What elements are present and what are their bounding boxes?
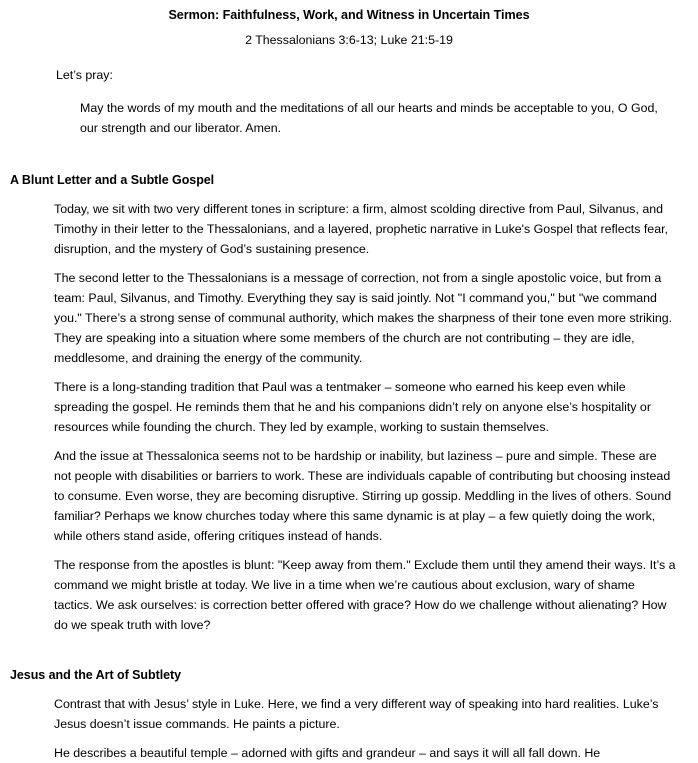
paragraph: There is a long-standing tradition that Paul was a tentmaker – someone who earned his keep even while spreading the gospel. He reminds them that he and his companions didn’t rely on anyone else’s hospitality or resources while founding the church. They led by example, working to sustain themselves. <box>54 380 651 434</box>
section-heading-a-blunt-letter-and-a-subtle-gospel: A Blunt Letter and a Subtle Gospel <box>10 173 215 187</box>
paragraph: Today, we sit with two very different tones in scripture: a firm, almost scolding directive from Paul, Silvanus, and Timothy in their letter to the Thessalonians, and a layered, prophetic narrative in Luke's Gospel that reflects fear, disruption, and the mystery of God’s sustaining presence. <box>54 202 668 256</box>
prayer-call-label: Let’s pray: <box>56 68 113 82</box>
paragraph: Contrast that with Jesus’ style in Luke. Here, we find a very different way of speaking into hard realities. Luke’s Jesus doesn’t issue commands. He paints a picture. <box>54 697 659 731</box>
paragraph: The second letter to the Thessalonians is a message of correction, not from a single apostolic voice, but from a team: Paul, Silvanus, and Timothy. Everything they say is said jointly. Not "I command you," but "we command you." There’s a strong sense of communal authority, which makes the sharpness of their tone even more striking. They are speaking into a situation where some members of the church are not contributing – they are idle, meddlesome, and draining the energy of the community. <box>54 271 673 365</box>
paragraph-clipped-at-page-bottom: He describes a beautiful temple – adorned with gifts and grandeur – and says it will all fall down. He <box>54 746 601 760</box>
prayer-text: May the words of my mouth and the meditations of all our hearts and minds be acceptable to you, O God, our strength and our liberator. Amen. <box>80 101 658 135</box>
section-heading-jesus-and-the-art-of-subtlety: Jesus and the Art of Subtlety <box>10 668 182 682</box>
paragraph: And the issue at Thessalonica seems not to be hardship or inability, but laziness – pure and simple. These are not people with disabilities or barriers to work. These are individuals capable of contributing but choosing instead to consume. Even worse, they are becoming disruptive. Stirring up gossip. Meddling in the lives of others. Sound familiar? Perhaps we know churches today where this same dynamic is at play – a few quietly doing the work, while others stand aside, offering critiques instead of hands. <box>54 449 672 543</box>
paragraph: The response from the apostles is blunt: "Keep away from them." Exclude them until they amend their ways. It’s a command we might bristle at today. We live in a time when we’re cautious about exclusion, wary of shame tactics. We ask ourselves: is correction better offered with grace? How do we challenge without alienating? How do we speak truth with love? <box>54 558 676 632</box>
scripture-reference: 2 Thessalonians 3:6-13; Luke 21:5-19 <box>245 33 453 47</box>
page-title: Sermon: Faithfulness, Work, and Witness in Uncertain Times <box>168 8 530 22</box>
title-block <box>0 0 698 49</box>
document-body <box>0 49 698 763</box>
